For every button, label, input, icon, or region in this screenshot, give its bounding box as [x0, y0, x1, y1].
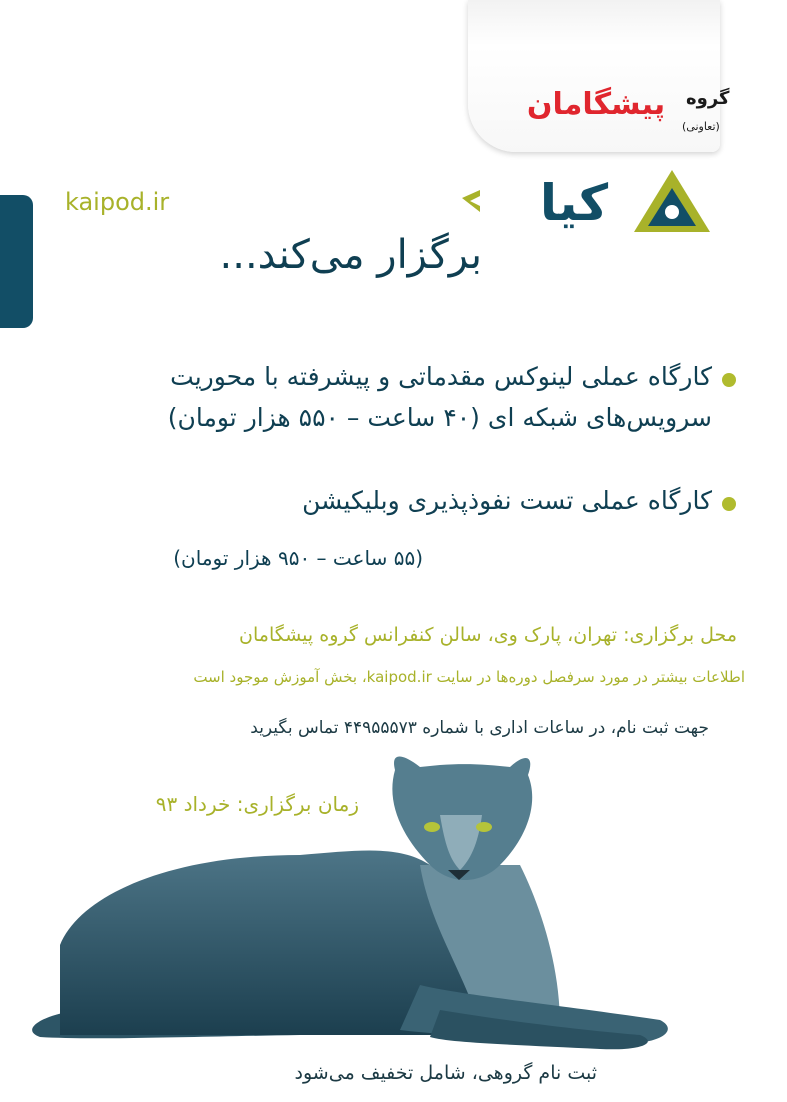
cougar-right-eye — [476, 822, 492, 832]
pishgaman-logo — [488, 84, 730, 134]
kaya-logo — [462, 168, 712, 240]
side-tab-decoration — [0, 195, 33, 328]
course-2-title: کارگاه عملی تست نفوذپذیری وبلیکیشن — [302, 486, 712, 515]
registration-text: جهت ثبت نام، در ساعات اداری با شماره ۴۴۹۵۵۵۷۳ تماس بگیرید — [250, 718, 709, 738]
more-info-text: اطلاعات بیشتر در مورد سرفصل دوره‌ها در سایت kaipod.ir، بخش آموزش موجود است — [193, 668, 745, 686]
course-1-title-line1: کارگاه عملی لینوکس مقدماتی و پیشرفته با محوریت — [170, 362, 712, 391]
course-1-title-line2: سرویس‌های شبکه ای (۴۰ ساعت – ۵۵۰ هزار تومان) — [167, 403, 712, 432]
venue-text: محل برگزاری: تهران، پارک وی، سالن کنفرانس گروه پیشگامان — [239, 624, 737, 646]
pishgaman-logo-text: پیشگامان — [526, 87, 666, 122]
course-bullet-1 — [722, 373, 736, 387]
website-url: kaipod.ir — [65, 188, 170, 216]
cougar-left-eye — [424, 822, 440, 832]
course-2-details: (۵۵ ساعت – ۹۵۰ هزار تومان) — [173, 546, 423, 570]
group-discount-text: ثبت نام گروهی، شامل تخفیف می‌شود — [294, 1062, 597, 1084]
headline: برگزار می‌کند... — [219, 232, 482, 278]
date-text: زمان برگزاری: خرداد ۹۳ — [155, 792, 359, 816]
kaya-cd-icon — [665, 205, 679, 219]
kaya-logo-text: کیا — [539, 174, 609, 232]
group-logo-text: گروه — [686, 88, 730, 109]
cougar-image — [0, 745, 787, 1055]
kaya-arrow-icon — [462, 190, 480, 212]
tavoni-logo-text: (تعاونی) — [682, 120, 720, 133]
pishgaman-logo-card — [468, 0, 730, 152]
course-bullet-2 — [722, 497, 736, 511]
